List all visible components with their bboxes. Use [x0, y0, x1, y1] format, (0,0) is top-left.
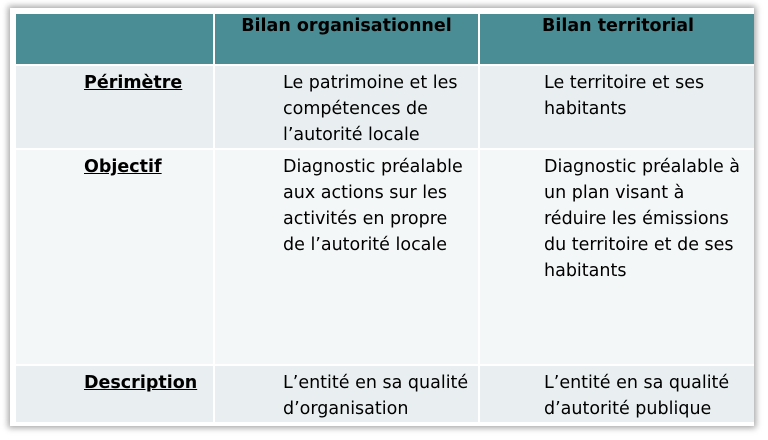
comparison-table	[16, 14, 754, 422]
header-row	[16, 14, 754, 65]
row-label-objectif: Objectif	[16, 149, 214, 365]
header-empty-cell	[16, 14, 214, 65]
cell-description-organisationnel: L’entité en sa qualité d’organisation	[214, 365, 479, 422]
header-bilan-organisationnel: Bilan organisationnel	[214, 14, 479, 65]
row-label-description: Description	[16, 365, 214, 422]
cell-description-territorial: L’entité en sa qualité d’autorité publique	[479, 365, 754, 422]
cell-objectif-territorial: Diagnostic préalable à un plan visant à réduire les émissions du territoire et de ses habitants	[479, 149, 754, 365]
table-row-description	[16, 365, 754, 422]
table-row-perimetre	[16, 65, 754, 149]
row-label-perimetre: Périmètre	[16, 65, 214, 149]
table-row-objectif	[16, 149, 754, 365]
cell-perimetre-organisationnel: Le patrimoine et les compétences de l’autorité locale	[214, 65, 479, 149]
comparison-table-card	[10, 8, 754, 426]
header-bilan-territorial: Bilan territorial	[479, 14, 754, 65]
cell-objectif-organisationnel: Diagnostic préalable aux actions sur les activités en propre de l’autorité locale	[214, 149, 479, 365]
cell-perimetre-territorial: Le territoire et ses habitants	[479, 65, 754, 149]
